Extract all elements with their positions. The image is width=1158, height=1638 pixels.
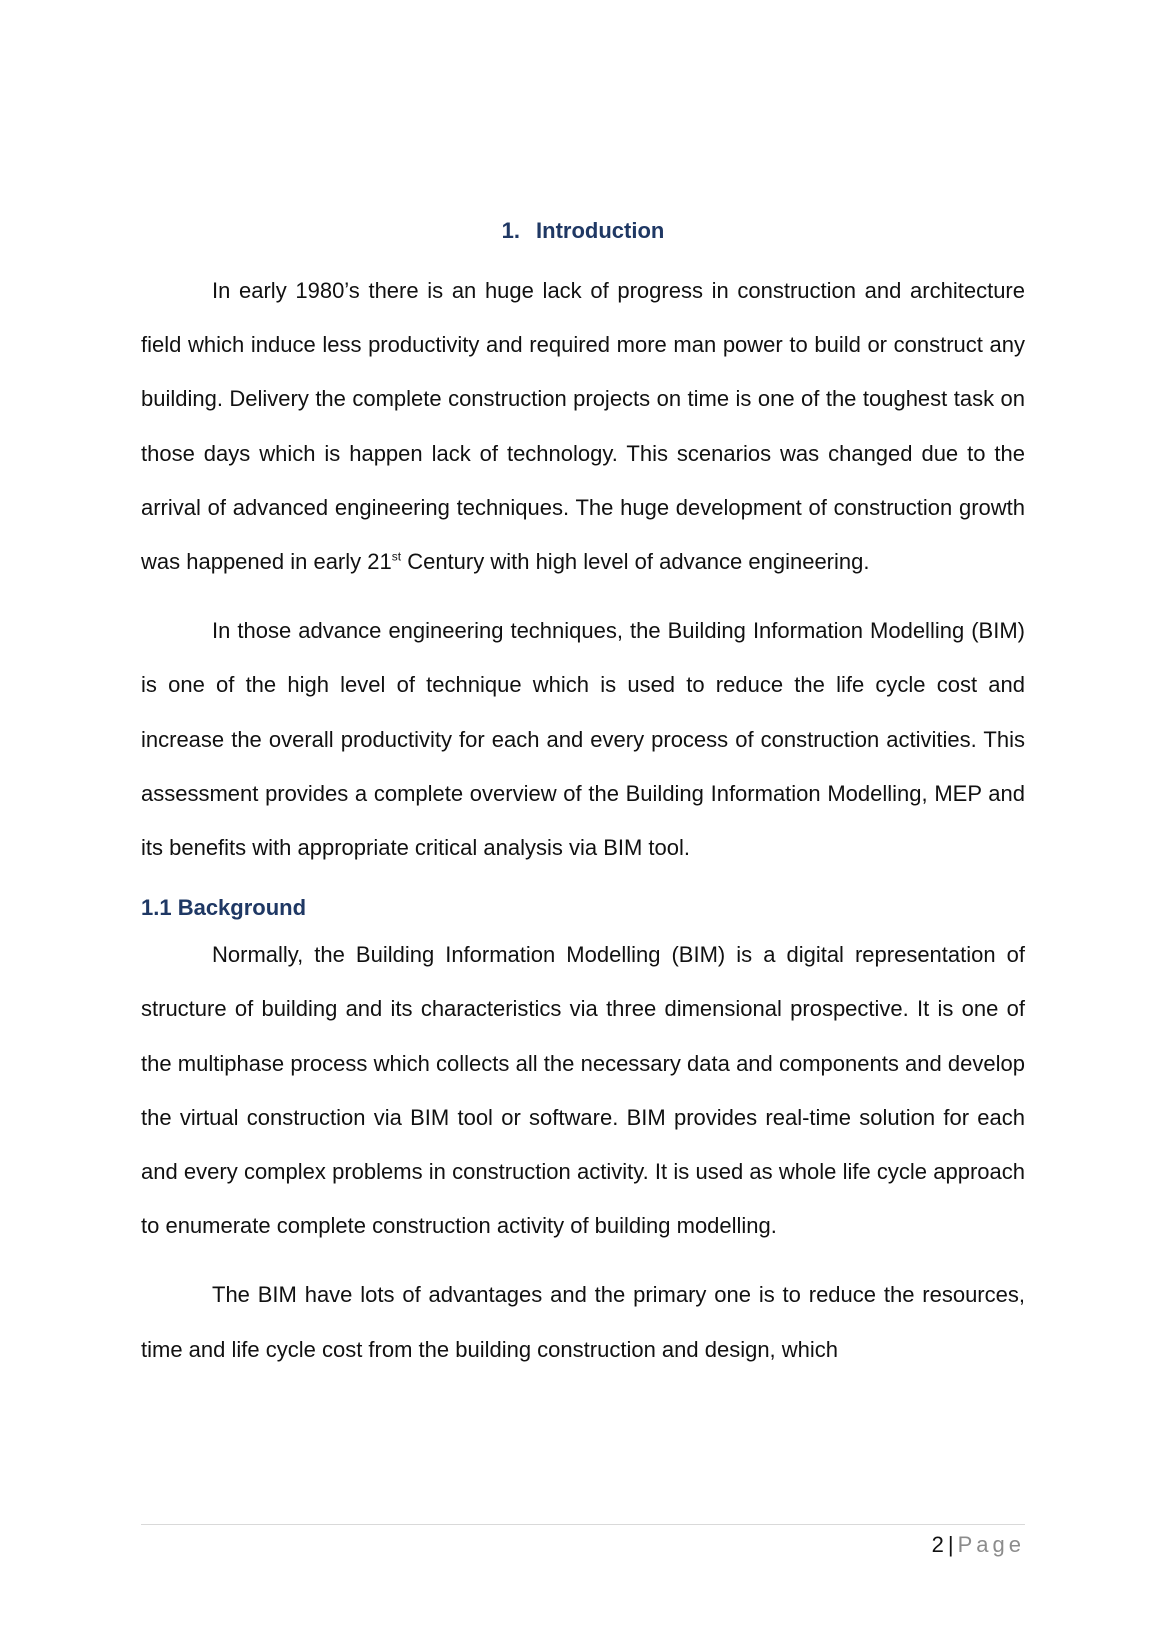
section-heading-introduction (141, 212, 1025, 250)
page-label: Page (957, 1532, 1025, 1557)
section-title: Introduction (536, 218, 665, 243)
ordinal-superscript: st (391, 549, 402, 564)
intro-paragraph-1-tail: Century with high level of advance engineering. (401, 549, 870, 575)
intro-paragraph-1 (141, 264, 1025, 589)
intro-paragraph-2: In those advance engineering techniques, the Building Information Modelling (BIM) is one of the high level of technique which is used to reduce the life cycle cost and increase the overall productivity for each and every process of construction activities. This assessment provides a complete overview of the Building Information Modelling, MEP and its benefits with appropriate critical analysis via BIM tool. (141, 618, 1025, 861)
page-footer (141, 1524, 1025, 1561)
page-content (141, 212, 1025, 1392)
footer-separator: | (947, 1532, 954, 1557)
section-number: 1. (501, 218, 521, 243)
background-paragraph-2: The BIM have lots of advantages and the primary one is to reduce the resources, time and life cycle cost from the building construction and design, which (141, 1282, 1025, 1362)
background-paragraph-1: Normally, the Building Information Modelling (BIM) is a digital representation of structure of building and its characteristics via three dimensional prospective. It is one of the multiphase process which collects all the necessary data and components and develop the virtual construction via BIM tool or software. BIM provides real-time solution for each and every complex problems in construction activity. It is used as whole life cycle approach to enumerate complete construction activity of building modelling. (141, 942, 1025, 1239)
page-number: 2 (931, 1532, 944, 1557)
subsection-heading-background: 1.1 Background (141, 895, 307, 921)
intro-paragraph-1-text: In early 1980’s there is an huge lack of progress in construction and architecture field which induce less productivity and required more man power to build or construct any building. Delivery the complete construction projects on time is one of the toughest task on those days which is happen lack of technology. This scenarios was changed due to the arrival of advanced engineering techniques. The huge development of construction growth was happened in early 21 (141, 278, 1025, 575)
